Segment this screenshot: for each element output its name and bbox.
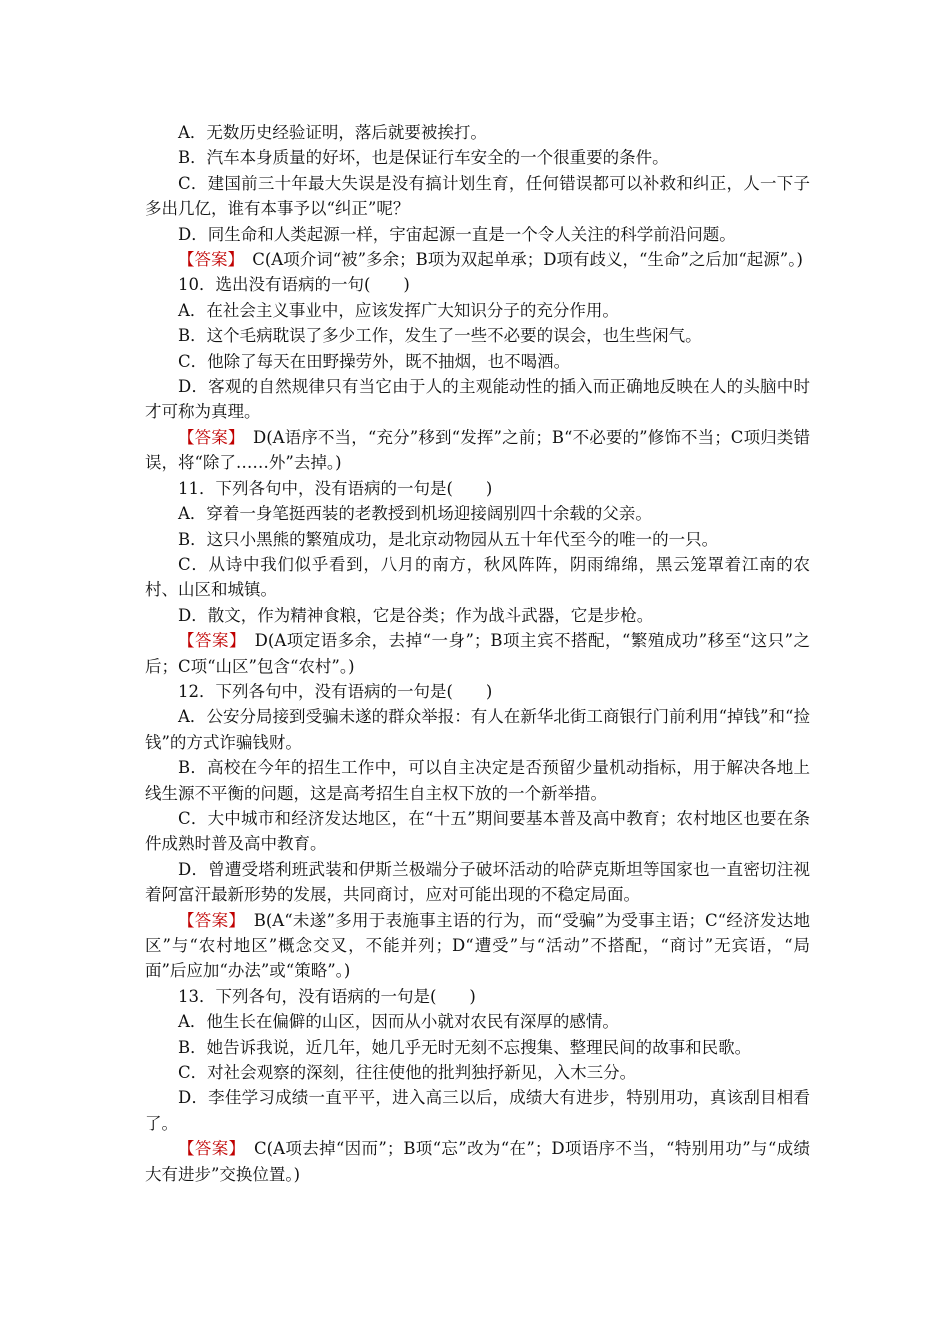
text-paragraph: 13．下列各句，没有语病的一句是( ) <box>178 986 476 1006</box>
text-paragraph: D．同生命和人类起源一样，宇宙起源一直是一个令人关注的科学前沿问题。 <box>178 224 736 244</box>
answer-tag: 【答案】 <box>178 1139 238 1159</box>
document-page <box>145 120 810 1187</box>
text-paragraph: 10．选出没有语病的一句( ) <box>178 275 410 295</box>
answer-paragraph <box>145 425 810 476</box>
text-paragraph: A．公安分局接到受骗未遂的群众举报：有人在新华北街工商银行门前利用“掉钱”和“捡钱”的方式诈骗钱财。 <box>145 707 810 752</box>
answer-text: C(A项介词“被”多余；B项为双起单承；D项有歧义，“生命”之后加“起源”。) <box>235 250 803 270</box>
answer-tag: 【答案】 <box>178 427 237 447</box>
text-paragraph: C．从诗中我们似乎看到，八月的南方，秋风阵阵，阴雨绵绵，黑云笼罩着江南的农村、山区和城镇。 <box>145 554 810 600</box>
text-paragraph: A．在社会主义事业中，应该发挥广大知识分子的充分作用。 <box>178 300 619 320</box>
text-paragraph: B．高校在今年的招生工作中，可以自主决定是否预留少量机动指标，用于解决各地上线生源不平衡的问题，这是高考招生自主权下放的一个新举措。 <box>145 758 810 803</box>
answer-text: D(A项定语多余，去掉“一身”；B项主宾不搭配，“繁殖成功”移至“这只”之后；C项“山区”包含“农村”。) <box>145 631 810 676</box>
answer-paragraph <box>145 247 810 272</box>
text-paragraph: D．曾遭受塔利班武装和伊斯兰极端分子破坏活动的哈萨克斯坦等国家也一直密切注视着阿富汗最新形势的发展，共同商讨，应对可能出现的不稳定局面。 <box>145 859 810 905</box>
text-paragraph: 11．下列各句中，没有语病的一句是( ) <box>178 478 493 498</box>
text-paragraph: B．这只小黑熊的繁殖成功，是北京动物园从五十年代至今的唯一的一只。 <box>178 529 719 549</box>
text-paragraph: B．她告诉我说，近几年，她几乎无时无刻不忘搜集、整理民间的故事和民歌。 <box>178 1037 752 1057</box>
text-paragraph: D．李佳学习成绩一直平平，进入高三以后，成绩大有进步，特别用功，真该刮目相看了。 <box>145 1088 810 1133</box>
text-paragraph: C．建国前三十年最大失误是没有搞计划生育，任何错误都可以补救和纠正，人一下子多出几亿，谁有本事予以“纠正”呢？ <box>145 173 810 219</box>
text-paragraph: A．无数历史经验证明，落后就要被挨打。 <box>178 123 487 142</box>
text-paragraph: B．这个毛病耽误了多少工作，发生了一些不必要的误会，也生些闲气。 <box>178 326 702 346</box>
text-paragraph: B．汽车本身质量的好坏，也是保证行车安全的一个很重要的条件。 <box>178 148 669 168</box>
answer-tag: 【答案】 <box>178 910 237 930</box>
answer-tag: 【答案】 <box>178 631 238 651</box>
text-paragraph: C．对社会观察的深刻，往往使他的批判独抒新见，入木三分。 <box>178 1063 637 1083</box>
text-paragraph: A．他生长在偏僻的山区，因而从小就对农民有深厚的感情。 <box>178 1012 619 1032</box>
answer-paragraph <box>145 1136 810 1187</box>
text-paragraph: A．穿着一身笔挺西装的老教授到机场迎接阔别四十余载的父亲。 <box>178 504 652 524</box>
answer-text: C(A项去掉“因而”；B项“忘”改为“在”；D项语序不当，“特别用功”与“成绩大有进步”交换位置。) <box>145 1139 811 1184</box>
text-paragraph: 12．下列各句中，没有语病的一句是( ) <box>178 681 493 701</box>
text-paragraph: D．散文，作为精神食粮，它是谷类；作为战斗武器，它是步枪。 <box>178 605 654 625</box>
text-paragraph: C．他除了每天在田野操劳外，既不抽烟，也不喝酒。 <box>178 351 571 371</box>
text-paragraph: D．客观的自然规律只有当它由于人的主观能动性的插入而正确地反映在人的头脑中时才可称为真理。 <box>145 377 810 422</box>
answer-text: B(A“未遂”多用于表施事主语的行为，而“受骗”为受事主语；C“经济发达地区”与“农村地区”概念交叉，不能并列；D“遭受”与“活动”不搭配，“商讨”无宾语，“局面”后应加“办法”或“策略”。) <box>145 910 811 981</box>
text-paragraph: C．大中城市和经济发达地区，在“十五”期间要基本普及高中教育；农村地区也要在条件成熟时普及高中教育。 <box>145 808 810 854</box>
answer-paragraph <box>145 628 810 679</box>
answer-text: D(A语序不当，“充分”移到“发挥”之前；B“不必要的”修饰不当；C项归类错误，将“除了……外”去掉。) <box>145 427 810 473</box>
answer-tag: 【答案】 <box>178 250 236 270</box>
answer-paragraph <box>145 908 810 984</box>
